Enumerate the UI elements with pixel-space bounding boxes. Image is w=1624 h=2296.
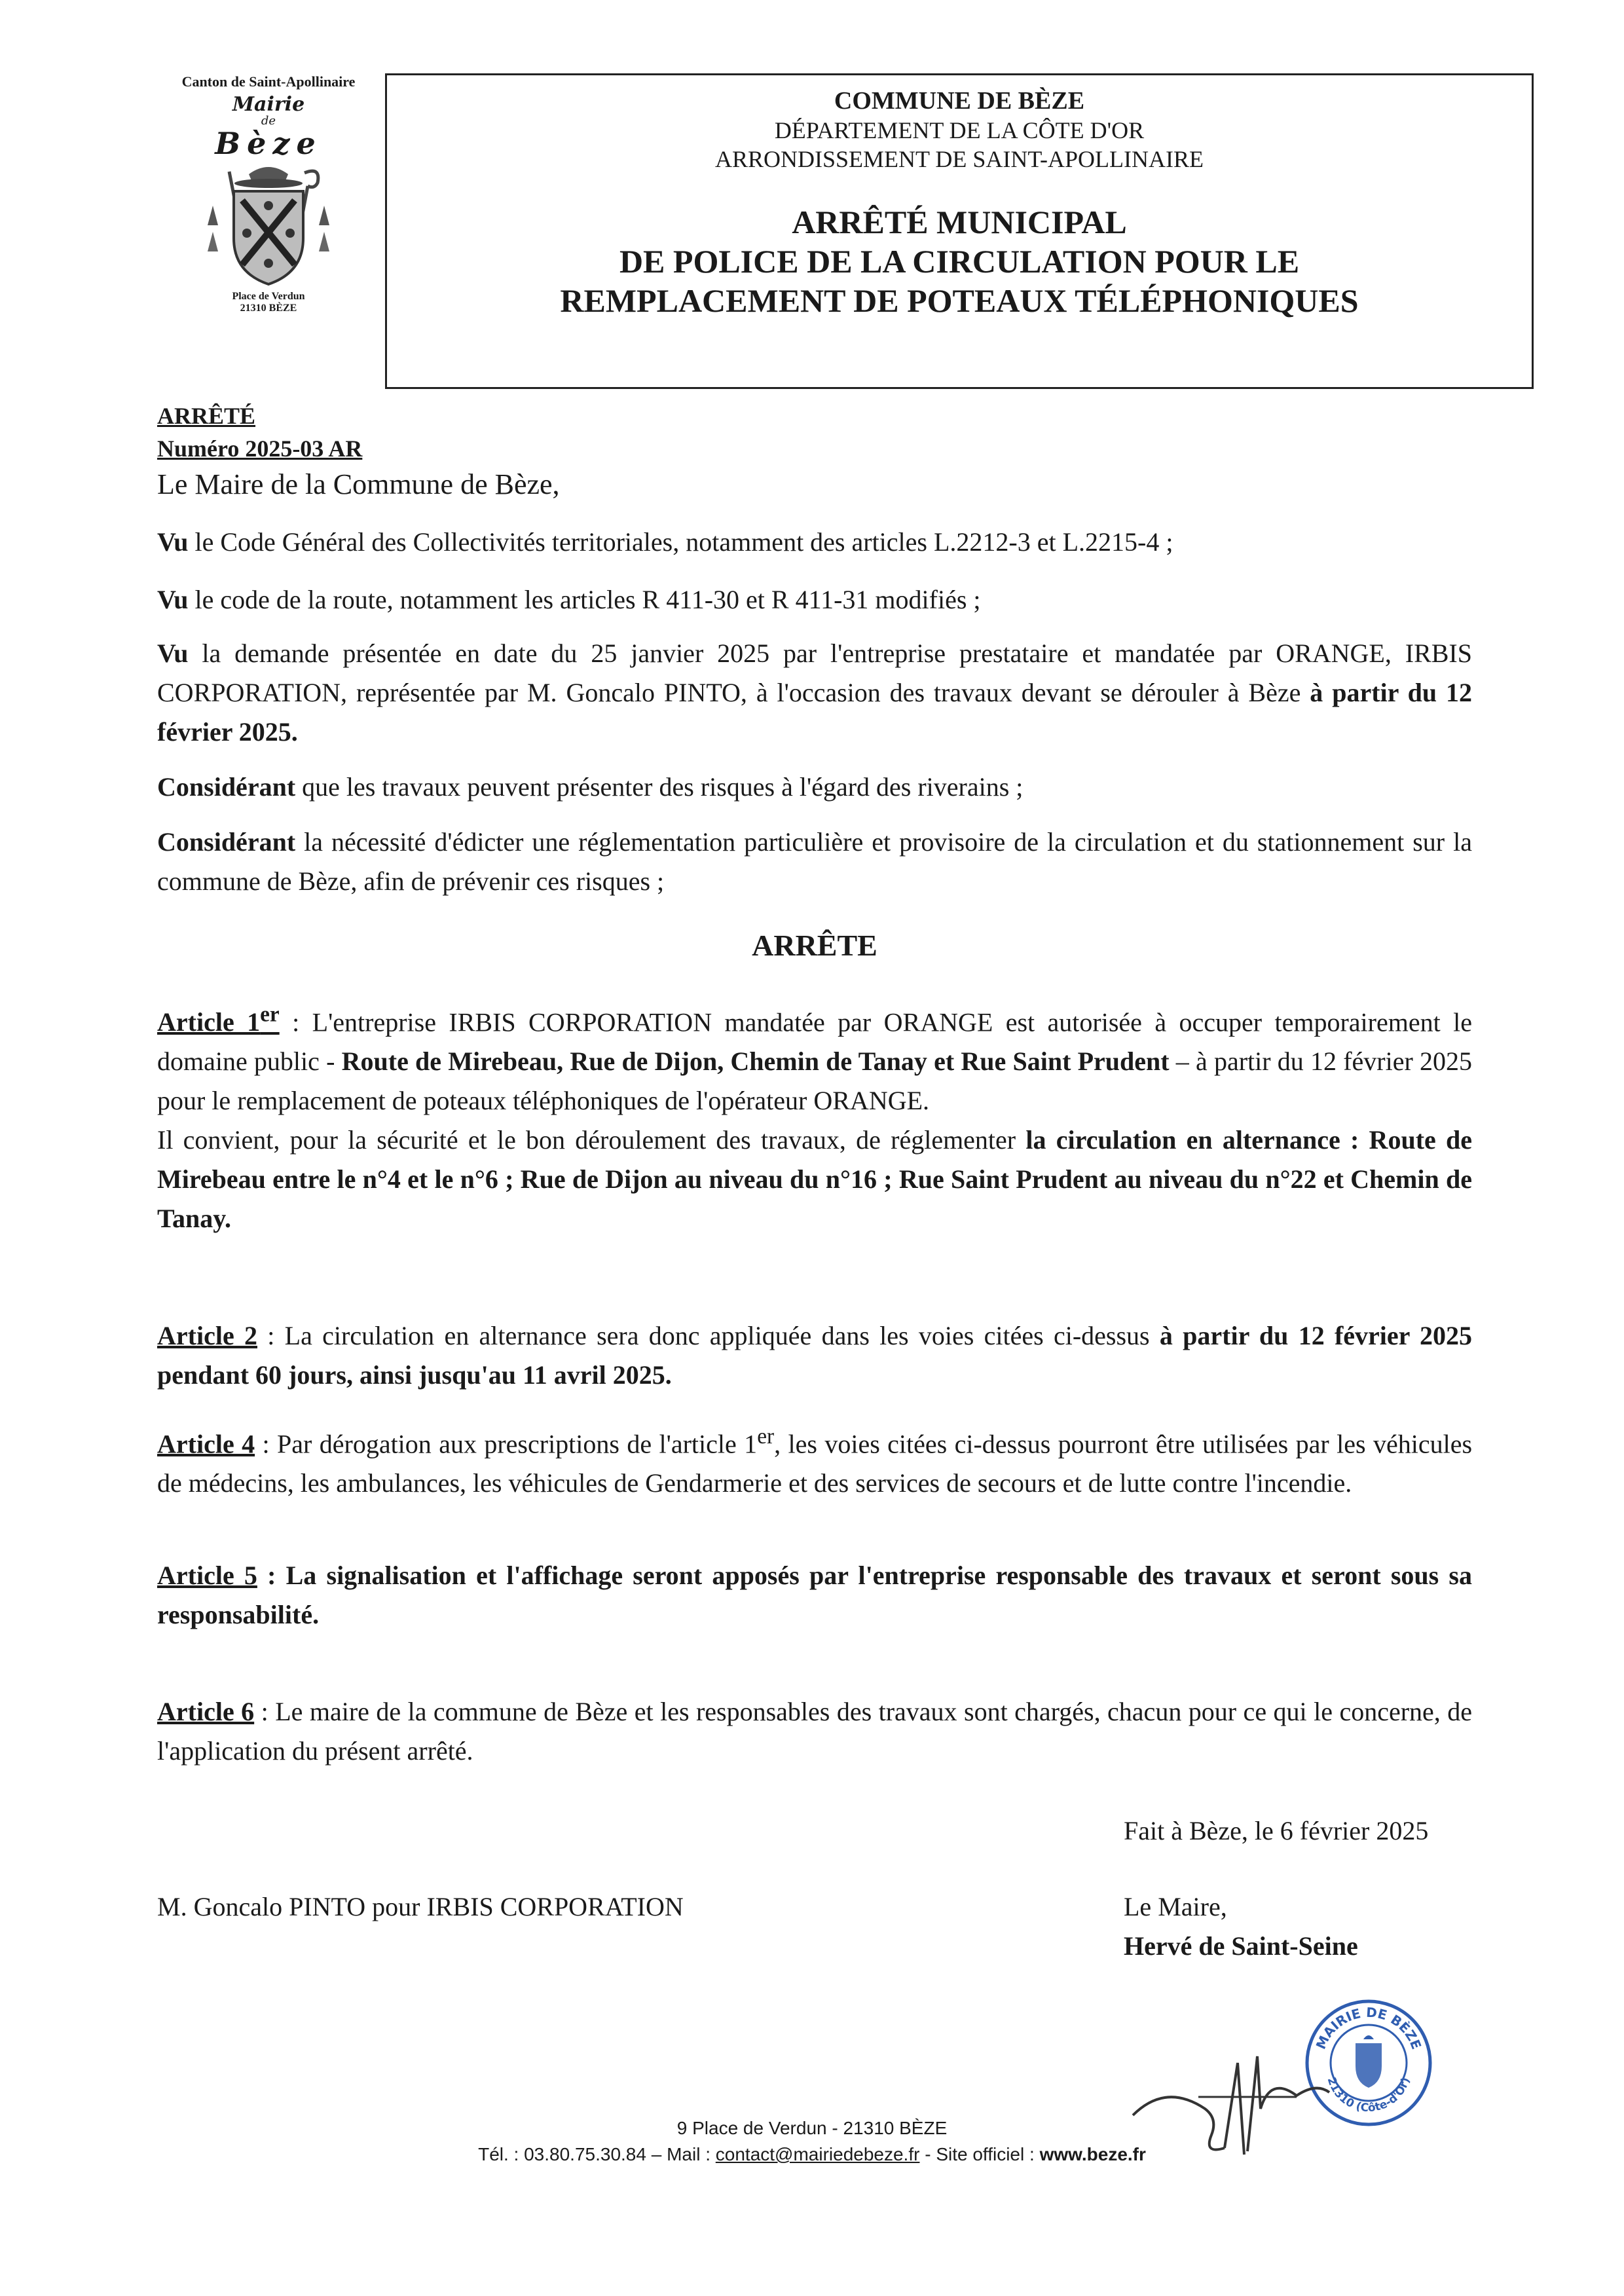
commune-name: COMMUNE DE BÈZE (834, 87, 1085, 115)
considerant-paragraph-2: Considérant la nécessité d'édicter une réglementation particulière et provisoire de la circulation et du stationnement sur la commune de Bèze, afin de prévenir ces risques ; (157, 827, 1472, 896)
vu-paragraph-3: Vu la demande présentée en date du 25 janvier 2025 par l'entreprise prestataire et mandatée par ORANGE, IRBIS CORPORATION, représentée par M. Goncalo PINTO, à l'occasion des travaux devant se dérouler à Bèze à partir du 12 février 2025. (157, 639, 1472, 747)
footer-address: 9 Place de Verdun - 21310 BÈZE (676, 2118, 948, 2138)
page-footer (0, 2115, 1624, 2168)
article-5: Article 5 : La signalisation et l'affichage seront apposés par l'entreprise responsable des travaux et seront sous sa responsabilité. (157, 1561, 1472, 1629)
document-title-line2: DE POLICE DE LA CIRCULATION POUR LE (619, 243, 1300, 280)
footer-contact: Tél. : 03.80.75.30.84 – Mail : contact@mairiedebeze.fr - Site officiel : www.beze.fr (478, 2144, 1146, 2164)
arrete-label: ARRÊTÉ (157, 403, 256, 429)
document-title-line3: REMPLACEMENT DE POTEAUX TÉLÉPHONIQUES (560, 282, 1359, 319)
letterhead-address-line1: Place de Verdun (232, 291, 305, 302)
considerant-paragraph-1: Considérant que les travaux peuvent présenter des risques à l'égard des riverains ; (157, 772, 1024, 802)
coat-of-arms-icon (193, 160, 344, 291)
vu-paragraph-2: Vu le code de la route, notamment les articles R 411-30 et R 411-31 modifiés ; (157, 585, 981, 614)
header-title-box (385, 73, 1534, 389)
canton-label: Canton de Saint-Apollinaire (181, 73, 356, 90)
article-2: Article 2 : La circulation en alternance sera donc appliquée dans les voies citées ci-dessus à partir du 12 février 2025 pendant 60 jours, ainsi jusqu'au 11 avril 2025. (157, 1321, 1472, 1390)
stamp-top-text: MAIRIE DE BÈZE (1312, 2004, 1425, 2052)
company-signatory: M. Goncalo PINTO pour IRBIS CORPORATION (157, 1892, 684, 1921)
department-line: DÉPARTEMENT DE LA CÔTE D'OR (774, 117, 1145, 143)
footer-site-link[interactable]: www.beze.fr (1039, 2144, 1146, 2164)
de-label: de (261, 114, 276, 128)
mairie-letterhead-logo (157, 73, 380, 335)
footer-email-link[interactable]: contact@mairiedebeze.fr (715, 2144, 920, 2164)
intro-line: Le Maire de la Commune de Bèze, (157, 468, 560, 500)
mayor-name: Hervé de Saint-Seine (1124, 1931, 1358, 1961)
arrete-number: Numéro 2025-03 AR (157, 435, 363, 462)
article-1: Article 1er : L'entreprise IRBIS CORPORATION mandatée par ORANGE est autorisée à occuper temporairement le domaine public - Route de Mirebeau, Rue de Dijon, Chemin de Tanay et Rue Saint Prudent – à partir du 12 février 2025 pour le remplacement de poteaux téléphoniques de l'opérateur ORANGE. Il convient, pour la sécurité et le bon déroulement des travaux, de réglementer la circulation en alternance : Route de Mirebeau entre le n°4 et le n°6 ; Rue de Dijon au niveau du n°16 ; Rue Saint Prudent au niveau du n°22 et Chemin de Tanay. (157, 1003, 1472, 1234)
document-title-line1: ARRÊTÉ MUNICIPAL (792, 204, 1127, 240)
arrete-heading: ARRÊTE (752, 929, 877, 962)
mayor-title: Le Maire, (1124, 1892, 1227, 1921)
article-4: Article 4 : Par dérogation aux prescriptions de l'article 1er, les voies citées ci-dessus pourront être utilisées par les véhicules de médecins, les ambulances, les véhicules de Gendarmerie et des services de secours et de lutte contre l'incendie. (157, 1424, 1473, 1498)
vu-paragraph-1: Vu le Code Général des Collectivités territoriales, notamment des articles L.2212-3 et L.2215-4 ; (157, 527, 1173, 557)
article-6: Article 6 : Le maire de la commune de Bèze et les responsables des travaux sont chargés, chacun pour ce qui le concerne, de l'application du présent arrêté. (157, 1697, 1472, 1766)
letterhead-address-line2: 21310 BÈZE (240, 303, 297, 314)
date-place: Fait à Bèze, le 6 février 2025 (1124, 1816, 1429, 1845)
stamp-bottom-text: 21310 (Côte-d'Or) (1324, 2075, 1413, 2115)
beze-label: Bèze (215, 126, 322, 161)
mairie-label: Mairie (232, 93, 305, 116)
arrondissement-line: ARRONDISSEMENT DE SAINT-APOLLINAIRE (714, 146, 1204, 172)
